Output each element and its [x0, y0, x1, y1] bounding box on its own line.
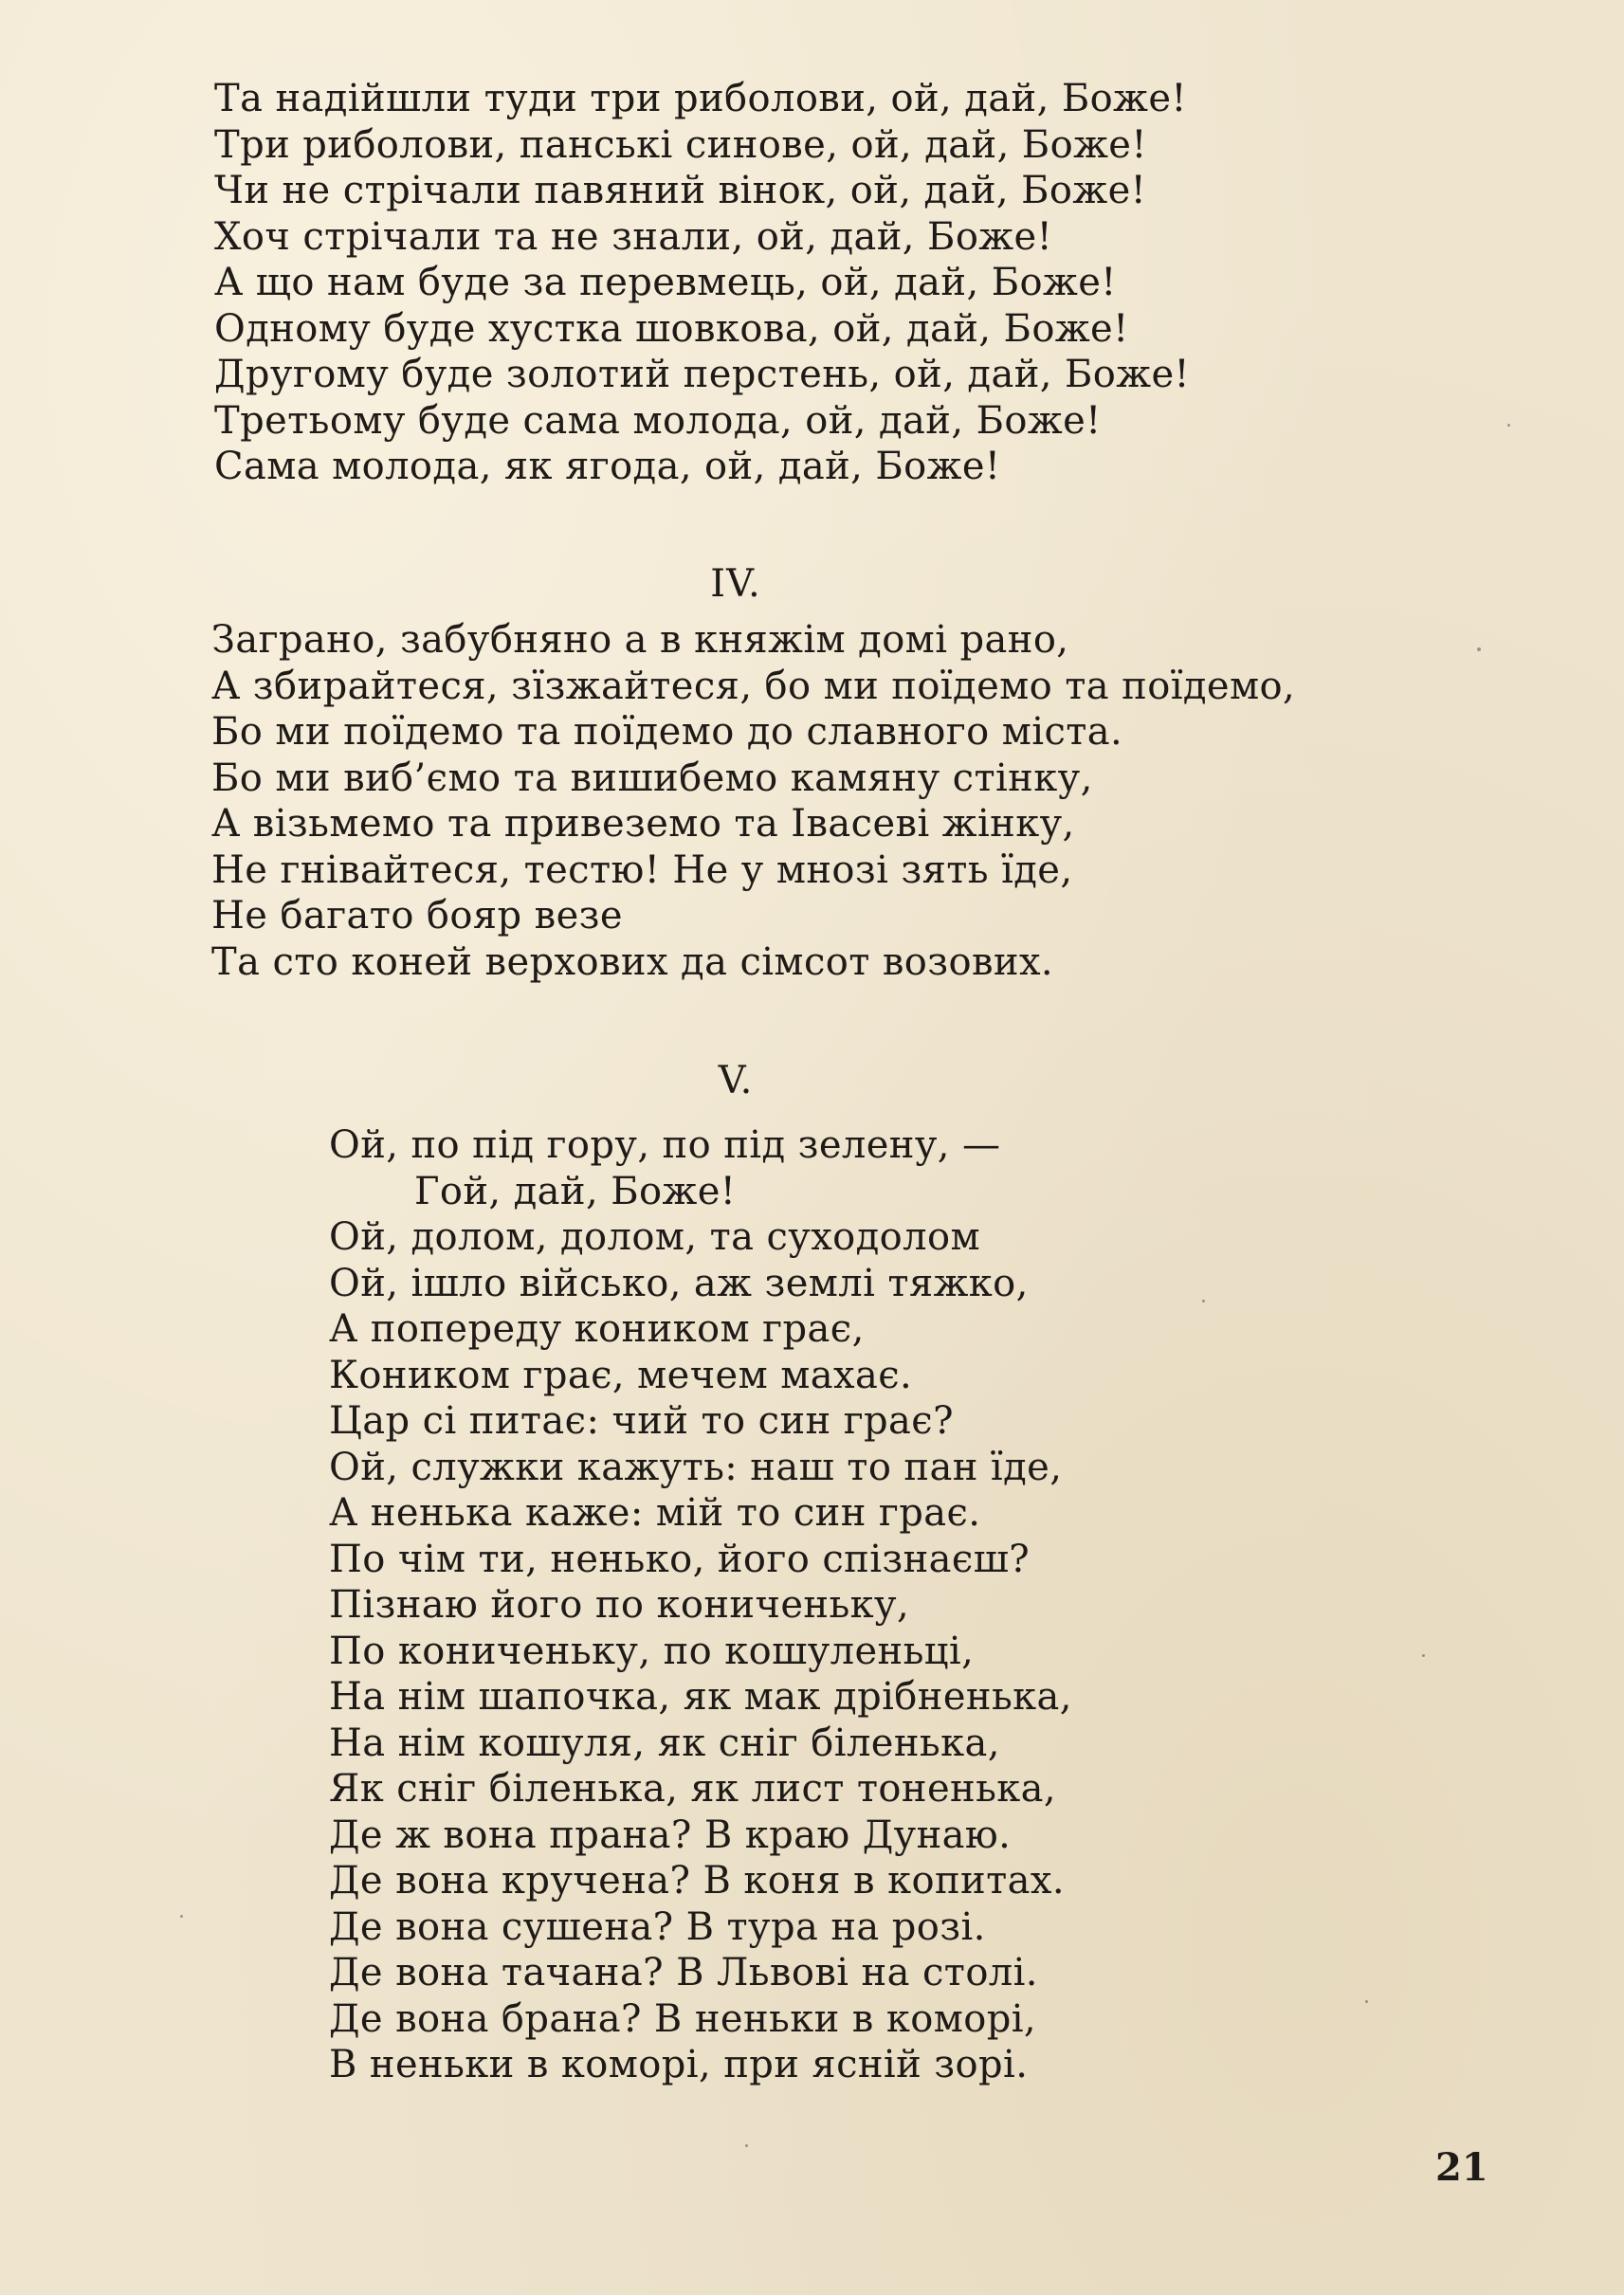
paper-speck	[1477, 647, 1481, 651]
verse-line: По кониченьку, по кошуленьці,	[329, 1629, 975, 1673]
verse-line: Ой, долом, долом, та суходолом	[329, 1215, 980, 1259]
verse-line: А що нам буде за перевмець, ой, дай, Боже!	[214, 261, 1117, 304]
verse-line: Другому буде золотий перстень, ой, дай, Боже!	[214, 353, 1191, 396]
verse-line: Чи не стрічали павяний вінок, ой, дай, Боже!	[214, 169, 1147, 212]
verse-line: Третьому буде сама молода, ой, дай, Боже!	[214, 398, 1102, 443]
stanza-continuation	[214, 76, 1190, 490]
verse-line: Пізнаю його по кониченьку,	[329, 1583, 910, 1627]
verse-line: Бо ми виб’ємо та вишибемо камяну стінку,	[211, 756, 1093, 800]
verse-line: Де вона сушена? В тура на розі.	[329, 1904, 986, 1949]
verse-line: Та сто коней верхових да сімсот возових.	[211, 939, 1054, 984]
verse-line: Ой, по під гору, по під зелену, —	[329, 1123, 1001, 1167]
verse-line: Цар сі питає: чий то син грає?	[329, 1399, 954, 1443]
paper-speck	[180, 1915, 183, 1918]
verse-line: Хоч стрічали та не знали, ой, дай, Боже!	[214, 214, 1053, 259]
paper-speck	[1422, 1654, 1425, 1657]
verse-line: А збирайтеся, зїзжайтеся, бо ми поїдемо та поїдемо,	[211, 664, 1296, 708]
verse-line: Коником грає, мечем махає.	[329, 1353, 913, 1397]
verse-line: Та надійшли туди три риболови, ой, дай, Боже!	[214, 77, 1187, 120]
verse-line: Ой, служки кажуть: наш то пан їде,	[329, 1445, 1063, 1489]
verse-line: В неньки в коморі, при ясній зорі.	[329, 2043, 1029, 2086]
verse-refrain: Гой, дай, Боже!	[414, 1169, 737, 1213]
paper-speck	[1507, 424, 1510, 427]
section-v-verse	[329, 1122, 1072, 2088]
paper-speck	[1202, 1300, 1205, 1302]
section-iv-verse	[211, 617, 1295, 985]
section-heading-iv: IV.	[710, 562, 761, 606]
paper-speck	[1365, 2000, 1368, 2003]
verse-line: Не гнівайтеся, тестю! Не у мнозі зять їде,	[211, 847, 1073, 892]
verse-line: Де вона тачана? В Львові на столі.	[329, 1951, 1038, 1994]
verse-line: На нім кошуля, як сніг біленька,	[329, 1721, 1000, 1765]
verse-line: Ой, ішло військо, аж землі тяжко,	[329, 1261, 1029, 1305]
verse-line: Як сніг біленька, як лист тоненька,	[329, 1767, 1057, 1811]
verse-line: Де вона кручена? В коня в копитах.	[329, 1859, 1065, 1903]
verse-line: Де вона брана? В неньки в коморі,	[329, 1996, 1037, 2041]
verse-line: Сама молода, як ягода, ой, дай, Боже!	[214, 445, 1001, 488]
paper-speck	[745, 2144, 748, 2147]
verse-line: Де ж вона прана? В краю Дунаю.	[329, 1812, 1012, 1857]
verse-line: А ненька каже: мій то син грає.	[329, 1491, 981, 1535]
verse-line: Не багато бояр везе	[211, 894, 623, 938]
verse-line: На нім шапочка, як мак дрібненька,	[329, 1675, 1072, 1719]
verse-line: А візьмемо та привеземо та Івасеві жінку,	[211, 802, 1075, 846]
verse-line: А попереду коником грає,	[329, 1307, 865, 1351]
verse-line: Одному буде хустка шовкова, ой, дай, Боже!	[214, 306, 1129, 351]
page-number: 21	[1435, 2145, 1488, 2190]
verse-line: Три риболови, панські синове, ой, дай, Боже!	[214, 122, 1147, 167]
verse-line: По чім ти, ненько, його спізнаєш?	[329, 1537, 1031, 1581]
verse-line: Бо ми поїдемо та поїдемо до славного міста.	[211, 710, 1123, 754]
section-heading-v: V.	[718, 1059, 754, 1102]
verse-line: Заграно, забубняно а в княжім домі рано,	[211, 618, 1069, 662]
